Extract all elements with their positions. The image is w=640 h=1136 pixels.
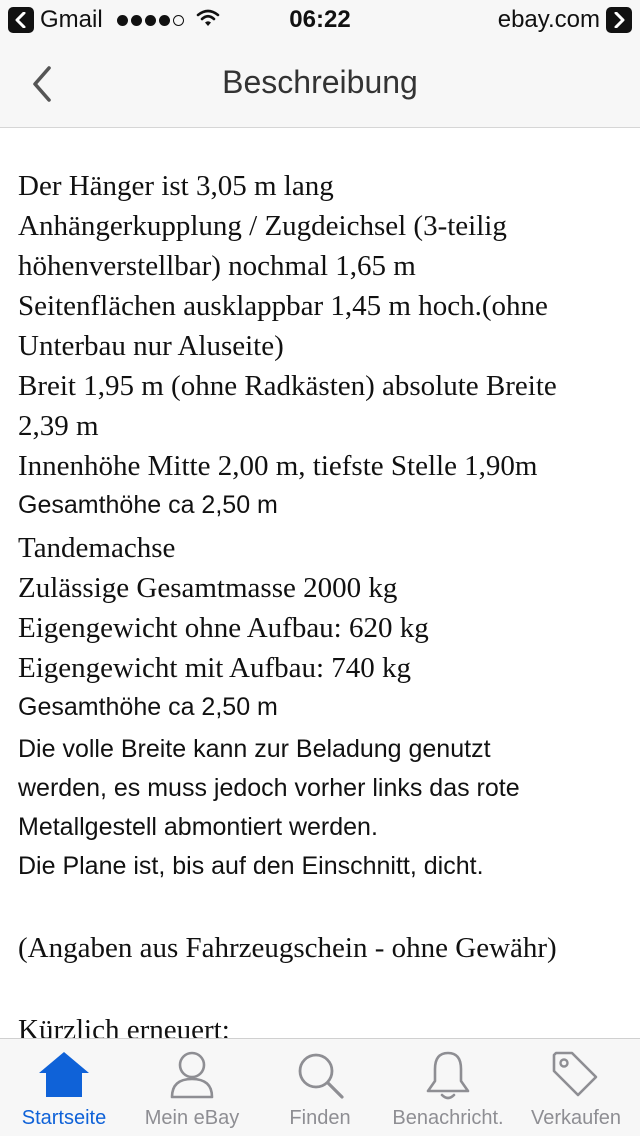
tab-label: Benachricht. <box>392 1107 504 1129</box>
forward-chevron-icon <box>606 7 632 33</box>
paragraph-spacer <box>18 968 622 1010</box>
tab-mein-ebay[interactable] <box>128 1039 256 1136</box>
description-line: Die volle Breite kann zur Beladung genutzt <box>18 735 491 763</box>
description-line: Gesamthöhe ca 2,50 m <box>18 491 278 519</box>
tab-label: Finden <box>289 1107 351 1129</box>
description-line: Eigengewicht ohne Aufbau: 620 kg <box>18 612 429 644</box>
description-line: höhenverstellbar) nochmal 1,65 m <box>18 250 416 282</box>
tab-label: Verkaufen <box>530 1107 622 1129</box>
description-line: Gesamthöhe ca 2,50 m <box>18 693 278 721</box>
description-line: Unterbau nur Aluseite) <box>18 330 284 362</box>
tab-startseite[interactable] <box>0 1039 128 1136</box>
description-line: werden, es muss jedoch vorher links das rote <box>18 774 520 802</box>
status-bar <box>0 0 640 40</box>
navigation-bar <box>0 40 640 128</box>
tab-bar <box>0 1038 640 1136</box>
tag-icon <box>550 1049 602 1101</box>
description-line: Tandemachse <box>18 532 176 564</box>
tab-finden[interactable] <box>256 1039 384 1136</box>
page-title: Beschreibung <box>222 64 418 100</box>
description-line: 2,39 m <box>18 410 99 442</box>
home-icon <box>37 1049 91 1101</box>
description-line: Innenhöhe Mitte 2,00 m, tiefste Stelle 1,90m <box>18 450 538 482</box>
description-line: Metallgestell abmontiert werden. <box>18 813 378 841</box>
description-line: Kürzlich erneuert: <box>18 1014 230 1038</box>
description-line: Der Hänger ist 3,05 m lang <box>18 170 334 202</box>
tab-label: Startseite <box>21 1107 107 1129</box>
description-line: Seitenflächen ausklappbar 1,45 m hoch.(ohne <box>18 290 548 322</box>
paragraph-spacer <box>18 886 622 928</box>
description-line: Zulässige Gesamtmasse 2000 kg <box>18 572 398 604</box>
search-icon <box>294 1049 346 1101</box>
bell-icon <box>423 1049 473 1101</box>
description-line: (Angaben aus Fahrzeugschein - ohne Gewähr) <box>18 932 557 964</box>
tab-verkaufen[interactable] <box>512 1039 640 1136</box>
person-icon <box>167 1049 217 1101</box>
tab-label: Mein eBay <box>144 1107 240 1129</box>
tab-benachrichtigungen[interactable] <box>384 1039 512 1136</box>
back-app-label: Gmail <box>40 6 103 33</box>
forward-to-url-button[interactable] <box>498 6 632 34</box>
description-line: Die Plane ist, bis auf den Einschnitt, dicht. <box>18 852 484 880</box>
status-url: ebay.com <box>497 6 600 33</box>
description-text <box>18 166 622 1038</box>
description-line: Breit 1,95 m (ohne Radkästen) absolute Breite <box>18 370 557 402</box>
description-line: Eigengewicht mit Aufbau: 740 kg <box>18 652 412 684</box>
description-line: Anhängerkupplung / Zugdeichsel (3-teilig <box>18 210 507 242</box>
description-content[interactable] <box>0 128 640 1038</box>
status-time: 06:22 <box>289 6 351 33</box>
